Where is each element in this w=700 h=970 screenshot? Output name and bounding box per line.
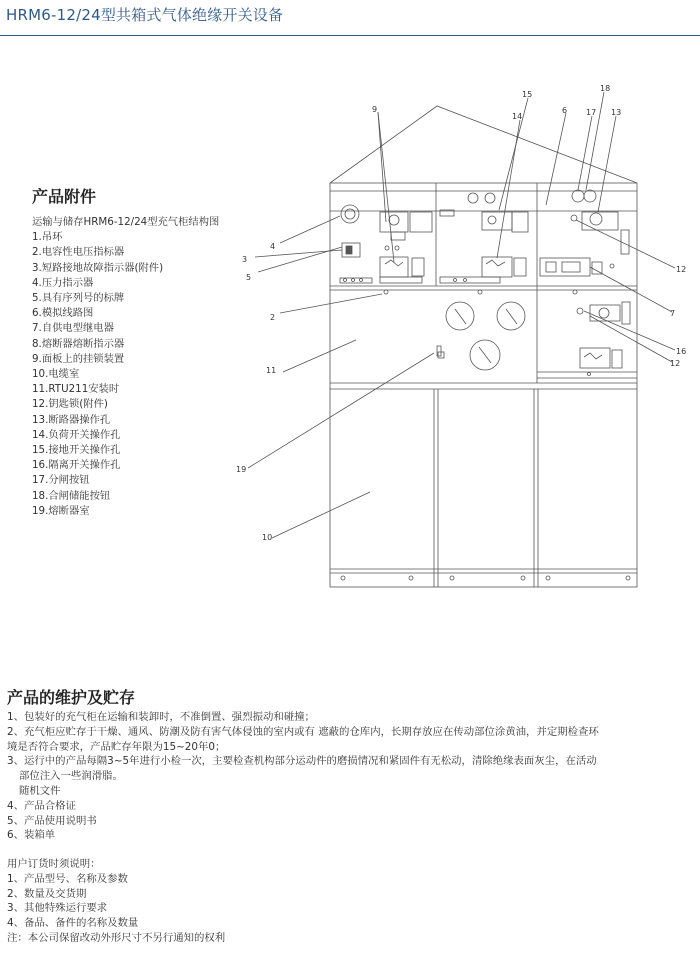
callout-4: 4 [270,242,276,251]
maintenance-line: 4、产品合格证 [7,799,76,812]
callout-3: 3 [242,255,248,264]
accessory-item: 4.压力指示器 [32,276,94,289]
accessory-item: 2.电容性电压指标器 [32,246,125,259]
callout-9: 9 [372,105,378,114]
accessory-item: 9.面板上的挂锁装置 [32,352,125,365]
ordering-line: 2、数量及交货期 [7,887,87,900]
accessory-item: 7.自供电型继电器 [32,322,114,335]
callout-14: 14 [512,112,523,121]
open-button [572,190,584,202]
maintenance-line: 6、装箱单 [7,829,56,842]
maintenance-line: 部位注入一些润滑脂。 [19,770,123,783]
accessory-item: 3.短路接地故障指示器(附件) [32,261,164,274]
callout-2: 2 [270,313,276,322]
accessory-item: 16.隔离开关操作孔 [32,459,121,472]
maintenance-line: 5、产品使用说明书 [7,814,97,827]
pressure-gauge [341,205,359,223]
ordering-note: 注：本公司保留改动外形尺寸不另行通知的权利 [7,931,226,944]
accessory-item: 12.钥匙锁(附件) [32,398,108,411]
ordering-line: 用户订货时须说明： [7,858,101,870]
accessory-item: 8.熔断器熔断指示器 [32,337,125,350]
maintenance-line: 随机文件 [19,784,61,797]
callout-7: 7 [670,309,676,318]
callout-17: 17 [586,108,597,117]
callout-16: 16 [676,347,687,356]
callout-10: 10 [262,533,273,542]
header-rule [0,35,700,36]
callout-6: 6 [562,106,568,115]
ordering-section [7,857,687,946]
accessory-item: 18.合闸储能按钮 [32,489,111,502]
callout-12-lower: 12 [670,359,681,368]
ordering-line: 3、其他特殊运行要求 [7,902,108,915]
ordering-line: 1、产品型号、名称及参数 [7,872,128,885]
callout-12: 12 [676,265,687,274]
header-title: HRM6-12/24型共箱式气体绝缘开关设备 [6,6,284,24]
maintenance-section [7,710,687,843]
accessory-item: 5.具有序列号的标牌 [32,292,125,305]
maintenance-line: 1、包装好的充气柜在运输和装卸时，不准倒置、强烈振动和碰撞； [7,711,315,723]
accessory-item: 19.熔断器室 [32,504,90,517]
accessory-item: 10.电缆室 [32,368,80,381]
maintenance-line: 境是否符合要求，产品贮存年限为15~20年0； [7,740,226,753]
callout-18: 18 [600,84,611,93]
accessory-item: 13.断路器操作孔 [32,413,111,426]
maintenance-line: 3、运行中的产品每隔3~5年进行小检一次，主要检查机构部分运动件的磨损情况和紧固件有无松动，清除绝缘表面灰尘，在活动 [7,755,597,768]
callout-11: 11 [266,366,277,375]
accessory-item: 14.负荷开关操作孔 [32,428,121,441]
accessory-item: 11.RTU211安装时 [32,383,120,396]
breaker-operation-hole [590,213,602,225]
ordering-line: 4、备品、备件的名称及数量 [7,917,139,930]
accessory-item: 15.接地开关操作孔 [32,444,121,457]
callout-13: 13 [611,108,622,117]
accessory-caption: 运输与储存HRM6-12/24型充气柜结构图 [32,216,220,228]
accessories-title: 产品附件 [32,187,97,206]
cabinet-outline [330,183,637,587]
cabinet-roof [330,106,637,183]
callout-19: 19 [236,465,247,474]
accessory-item: 17.分闸按钮 [32,474,90,487]
callout-15: 15 [522,90,533,99]
maintenance-line: 2、充气柜应贮存于干燥、通风、防潮及防有害气体侵蚀的室内或有 遮蔽的仓库内，长期存放应在传动部位涂黄油，并定期检查环 [7,725,599,738]
close-charge-button [584,190,596,202]
accessory-item: 6.模拟线路图 [32,307,94,320]
accessories-list [32,215,219,519]
accessory-item: 1.吊环 [32,231,63,244]
callout-5: 5 [246,273,252,282]
maintenance-title: 产品的维护及贮存 [7,688,136,707]
cabinet-drawing [210,80,687,600]
